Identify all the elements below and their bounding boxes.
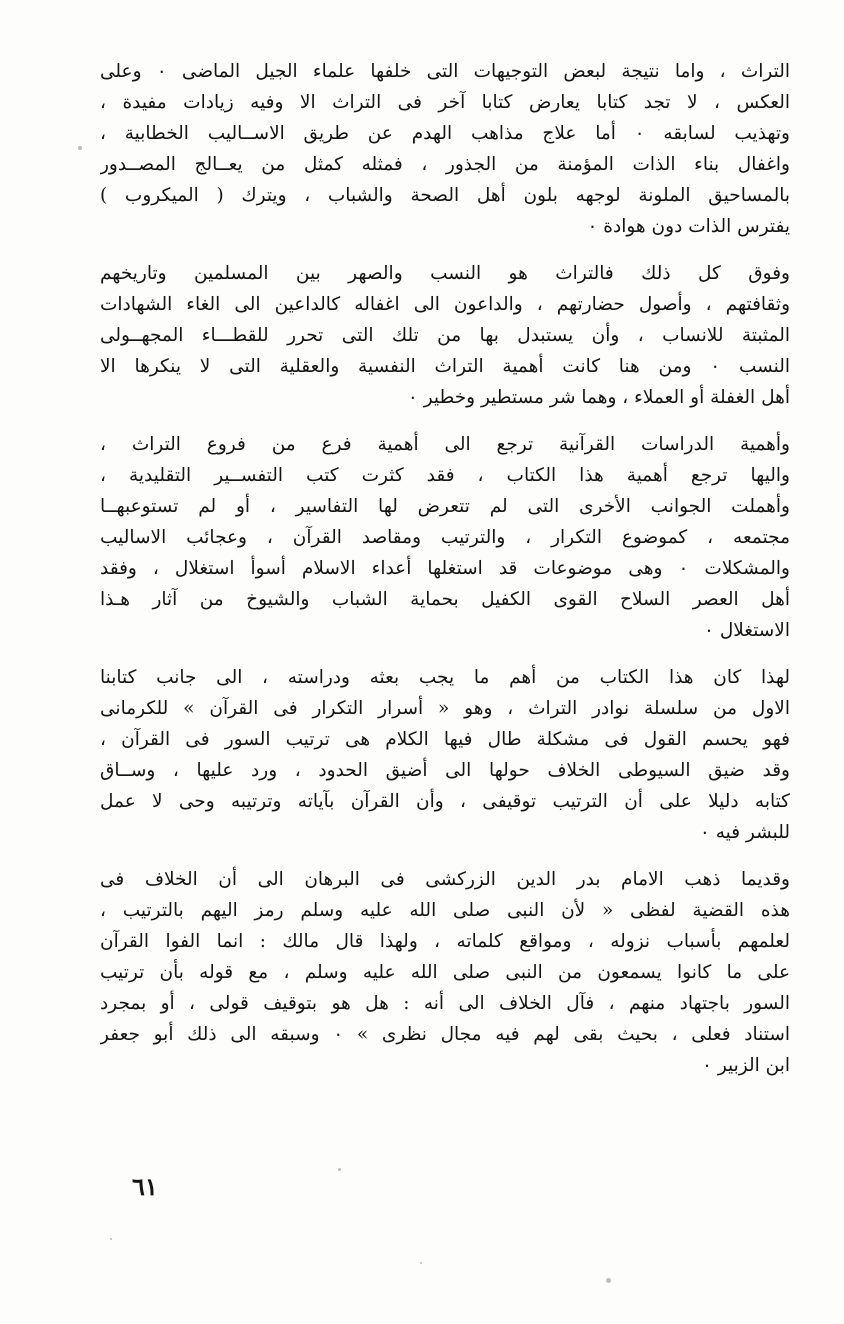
paragraph-3 bbox=[100, 429, 790, 646]
scan-speck bbox=[338, 1168, 341, 1171]
text-line: العكس ، لا تجد كتابا يعارض كتابا آخر فى التراث الا وفيه زيادات مفيدة ، bbox=[100, 92, 790, 113]
text-line: فهو يحسم القول فى مشكلة طال فيها الكلام هى ترتيب السور فى القرآن ، bbox=[100, 729, 790, 750]
text-line: وتهذيب لسابقه ٠ أما علاج مذاهب الهدم عن طريق الاســاليب الخطابية ، bbox=[100, 123, 790, 144]
text-line: لعلمهم بأسباب نزوله ، ومواقع كلماته ، ولهذا قال مالك : انما الفوا القرآن bbox=[100, 931, 790, 952]
scan-speck bbox=[78, 146, 82, 150]
text-line: واغفال بناء الذات المؤمنة من الجذور ، فمثله كمثل من يعــالج المصــدور bbox=[100, 154, 790, 175]
paragraph-4 bbox=[100, 662, 790, 848]
text-line: بالمساحيق الملونة لوجهه بلون أهل الصحة والشباب ، ويترك ( الميكروب ) bbox=[100, 185, 790, 206]
text-line: وأهملت الجوانب الأخرى التى لم تتعرض لها التفاسير ، أو لم تستوعبهــا bbox=[100, 496, 790, 517]
text-line: الاستغلال ٠ bbox=[704, 620, 790, 641]
scan-speck bbox=[420, 1262, 422, 1264]
text-line: وقد ضيق السيوطى الخلاف حولها الى أضيق الحدود ، ورد عليها ، وســاق bbox=[100, 760, 790, 781]
body-text bbox=[100, 56, 790, 1097]
text-line: كتابه دليلا على أن الترتيب توقيفى ، وأن القرآن بآياته وترتيبه وحى لا عمل bbox=[100, 791, 790, 812]
text-line: وقديما ذهب الامام بدر الدين الزركشى فى البرهان الى أن الخلاف فى bbox=[100, 869, 790, 890]
text-line: الاول من سلسلة نوادر التراث ، وهو « أسرار التكرار فى القرآن » للكرمانى bbox=[100, 698, 790, 719]
page-number: ٦١ bbox=[132, 1172, 158, 1201]
text-line: لهذا كان هذا الكتاب من أهم ما يجب بعثه ودراسته ، الى جانب كتابنا bbox=[100, 667, 790, 688]
scan-speck bbox=[110, 1238, 112, 1240]
scan-speck bbox=[606, 1278, 611, 1283]
text-line: هذه القضية لفظى « لأن النبى صلى الله عليه وسلم رمز اليهم بالترتيب ، bbox=[100, 900, 790, 921]
paragraph-1 bbox=[100, 56, 790, 242]
text-line: أهل العصر السلاح القوى الكفيل بحماية الشباب والشيوخ من آثار هـذا bbox=[100, 589, 790, 610]
paragraph-5 bbox=[100, 864, 790, 1081]
text-line: النسب ٠ ومن هنا كانت أهمية التراث النفسية والعقلية التى لا ينكرها الا bbox=[100, 356, 790, 377]
text-line: مجتمعه ، كموضوع التكرار ، والترتيب ومقاصد القرآن ، وعجائب الاساليب bbox=[100, 527, 790, 548]
text-line: وفوق كل ذلك فالتراث هو النسب والصهر بين المسلمين وتاريخهم bbox=[100, 263, 790, 284]
text-line: وأهمية الدراسات القرآنية ترجع الى أهمية فرع من فروع التراث ، bbox=[100, 434, 790, 455]
text-line: يفترس الذات دون هوادة ٠ bbox=[587, 216, 790, 237]
text-line: واليها ترجع أهمية هذا الكتاب ، فقد كثرت كتب التفســير التقليدية ، bbox=[100, 465, 790, 486]
text-line: ابن الزبير ٠ bbox=[702, 1055, 790, 1076]
text-line: على ما كانوا يسمعون من النبى صلى الله عليه وسلم ، مع قوله بأن ترتيب bbox=[100, 962, 790, 983]
text-line: السور باجتهاد منهم ، فآل الخلاف الى أنه : هل هو بتوقيف قولى ، أو بمجرد bbox=[100, 993, 790, 1014]
text-line: وثقافتهم ، وأصول حضارتهم ، والداعون الى اغفاله كالداعين الى الغاء الشهادات bbox=[100, 294, 790, 315]
text-line: أهل الغفلة أو العملاء ، وهما شر مستطير وخطير ٠ bbox=[407, 387, 790, 408]
text-line: استناد فعلى ، بحيث بقى لهم فيه مجال نظرى » ٠ وسبقه الى ذلك أبو جعفر bbox=[100, 1024, 790, 1045]
text-line: والمشكلات ٠ وهى موضوعات قد استغلها أعداء الاسلام أسوأ استغلال ، وفقد bbox=[100, 558, 790, 579]
text-line: للبشر فيه ٠ bbox=[699, 822, 790, 843]
text-line: المثبتة للانساب ، وأن يستبدل بها من تلك التى تحرر للقطـــاء المجهــولى bbox=[100, 325, 790, 346]
paragraph-2 bbox=[100, 258, 790, 413]
text-line: التراث ، واما نتيجة لبعض التوجيهات التى خلفها علماء الجيل الماضى ٠ وعلى bbox=[100, 61, 790, 82]
